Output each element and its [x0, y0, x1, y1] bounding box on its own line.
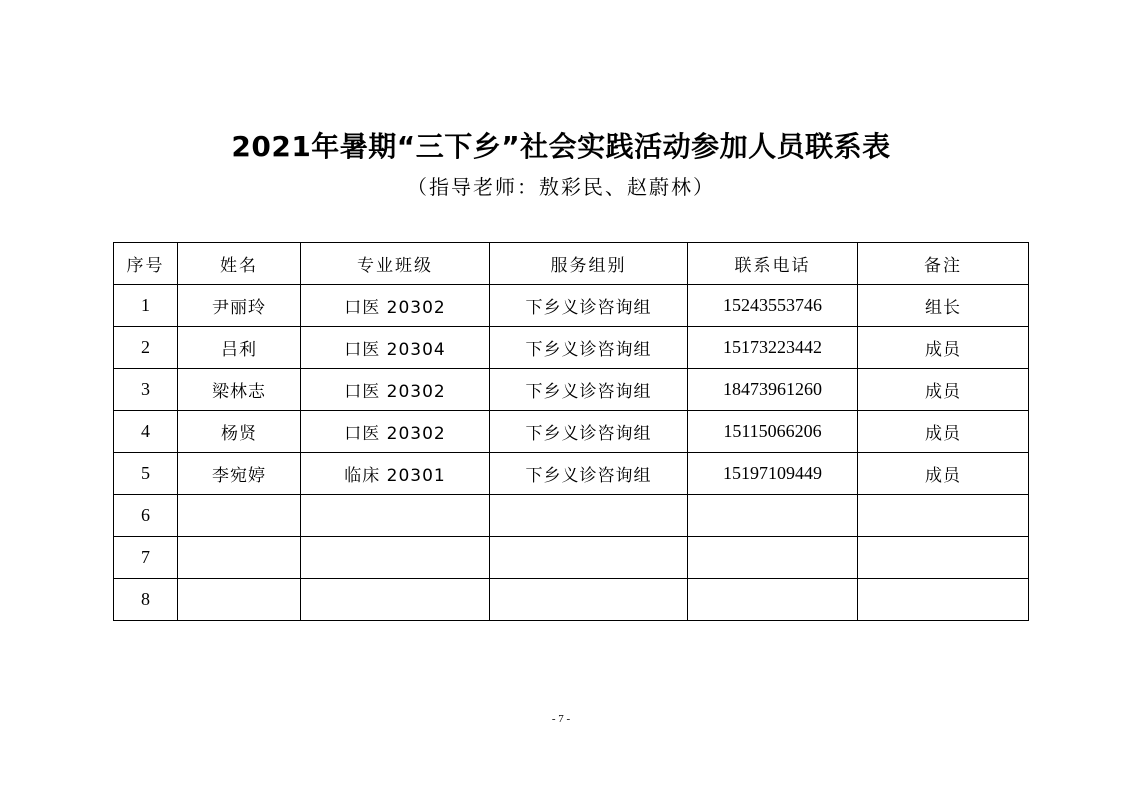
cell-remark: 成员 — [858, 369, 1029, 411]
document-subtitle: （指导老师：敖彩民、赵蔚林） — [407, 175, 715, 199]
cell-name: 梁林志 — [178, 369, 301, 411]
table-row — [114, 537, 1029, 579]
cell-class: 口医 20302 — [301, 285, 490, 327]
cell-index: 7 — [114, 537, 178, 579]
cell-phone: 15243553746 — [688, 285, 858, 327]
cell-name — [178, 537, 301, 579]
cell-index: 3 — [114, 369, 178, 411]
cell-service-group — [490, 495, 688, 537]
cell-remark: 组长 — [858, 285, 1029, 327]
cell-name — [178, 579, 301, 621]
header-phone: 联系电话 — [688, 243, 858, 285]
cell-service-group — [490, 579, 688, 621]
cell-index: 5 — [114, 453, 178, 495]
table-row — [114, 495, 1029, 537]
table-header-row — [114, 243, 1029, 285]
header-index: 序号 — [114, 243, 178, 285]
cell-remark: 成员 — [858, 411, 1029, 453]
header-name: 姓名 — [178, 243, 301, 285]
cell-class: 口医 20302 — [301, 369, 490, 411]
table-row — [114, 285, 1029, 327]
cell-phone: 15173223442 — [688, 327, 858, 369]
cell-name: 李宛婷 — [178, 453, 301, 495]
cell-index: 1 — [114, 285, 178, 327]
cell-name — [178, 495, 301, 537]
cell-service-group: 下乡义诊咨询组 — [490, 369, 688, 411]
cell-class — [301, 579, 490, 621]
cell-class: 临床 20301 — [301, 453, 490, 495]
cell-class — [301, 495, 490, 537]
cell-phone — [688, 537, 858, 579]
cell-service-group: 下乡义诊咨询组 — [490, 411, 688, 453]
table-row — [114, 327, 1029, 369]
cell-phone: 15115066206 — [688, 411, 858, 453]
cell-remark: 成员 — [858, 453, 1029, 495]
cell-name: 吕利 — [178, 327, 301, 369]
cell-class — [301, 537, 490, 579]
participants-table — [113, 242, 1029, 621]
table-row — [114, 369, 1029, 411]
cell-class: 口医 20304 — [301, 327, 490, 369]
cell-name: 杨贤 — [178, 411, 301, 453]
page-number: - 7 - — [551, 713, 571, 725]
cell-index: 2 — [114, 327, 178, 369]
table-body — [114, 285, 1029, 621]
document-title: 2021年暑期“三下乡”社会实践活动参加人员联系表 — [231, 130, 891, 163]
cell-phone — [688, 579, 858, 621]
cell-name: 尹丽玲 — [178, 285, 301, 327]
cell-class: 口医 20302 — [301, 411, 490, 453]
cell-remark — [858, 579, 1029, 621]
cell-phone: 15197109449 — [688, 453, 858, 495]
cell-index: 8 — [114, 579, 178, 621]
cell-index: 4 — [114, 411, 178, 453]
header-class: 专业班级 — [301, 243, 490, 285]
cell-phone: 18473961260 — [688, 369, 858, 411]
cell-service-group: 下乡义诊咨询组 — [490, 285, 688, 327]
header-remark: 备注 — [858, 243, 1029, 285]
cell-remark — [858, 495, 1029, 537]
table-row — [114, 411, 1029, 453]
cell-remark — [858, 537, 1029, 579]
cell-service-group: 下乡义诊咨询组 — [490, 327, 688, 369]
cell-service-group: 下乡义诊咨询组 — [490, 453, 688, 495]
table-row — [114, 579, 1029, 621]
cell-index: 6 — [114, 495, 178, 537]
cell-service-group — [490, 537, 688, 579]
cell-remark: 成员 — [858, 327, 1029, 369]
table-row — [114, 453, 1029, 495]
header-service-group: 服务组别 — [490, 243, 688, 285]
cell-phone — [688, 495, 858, 537]
